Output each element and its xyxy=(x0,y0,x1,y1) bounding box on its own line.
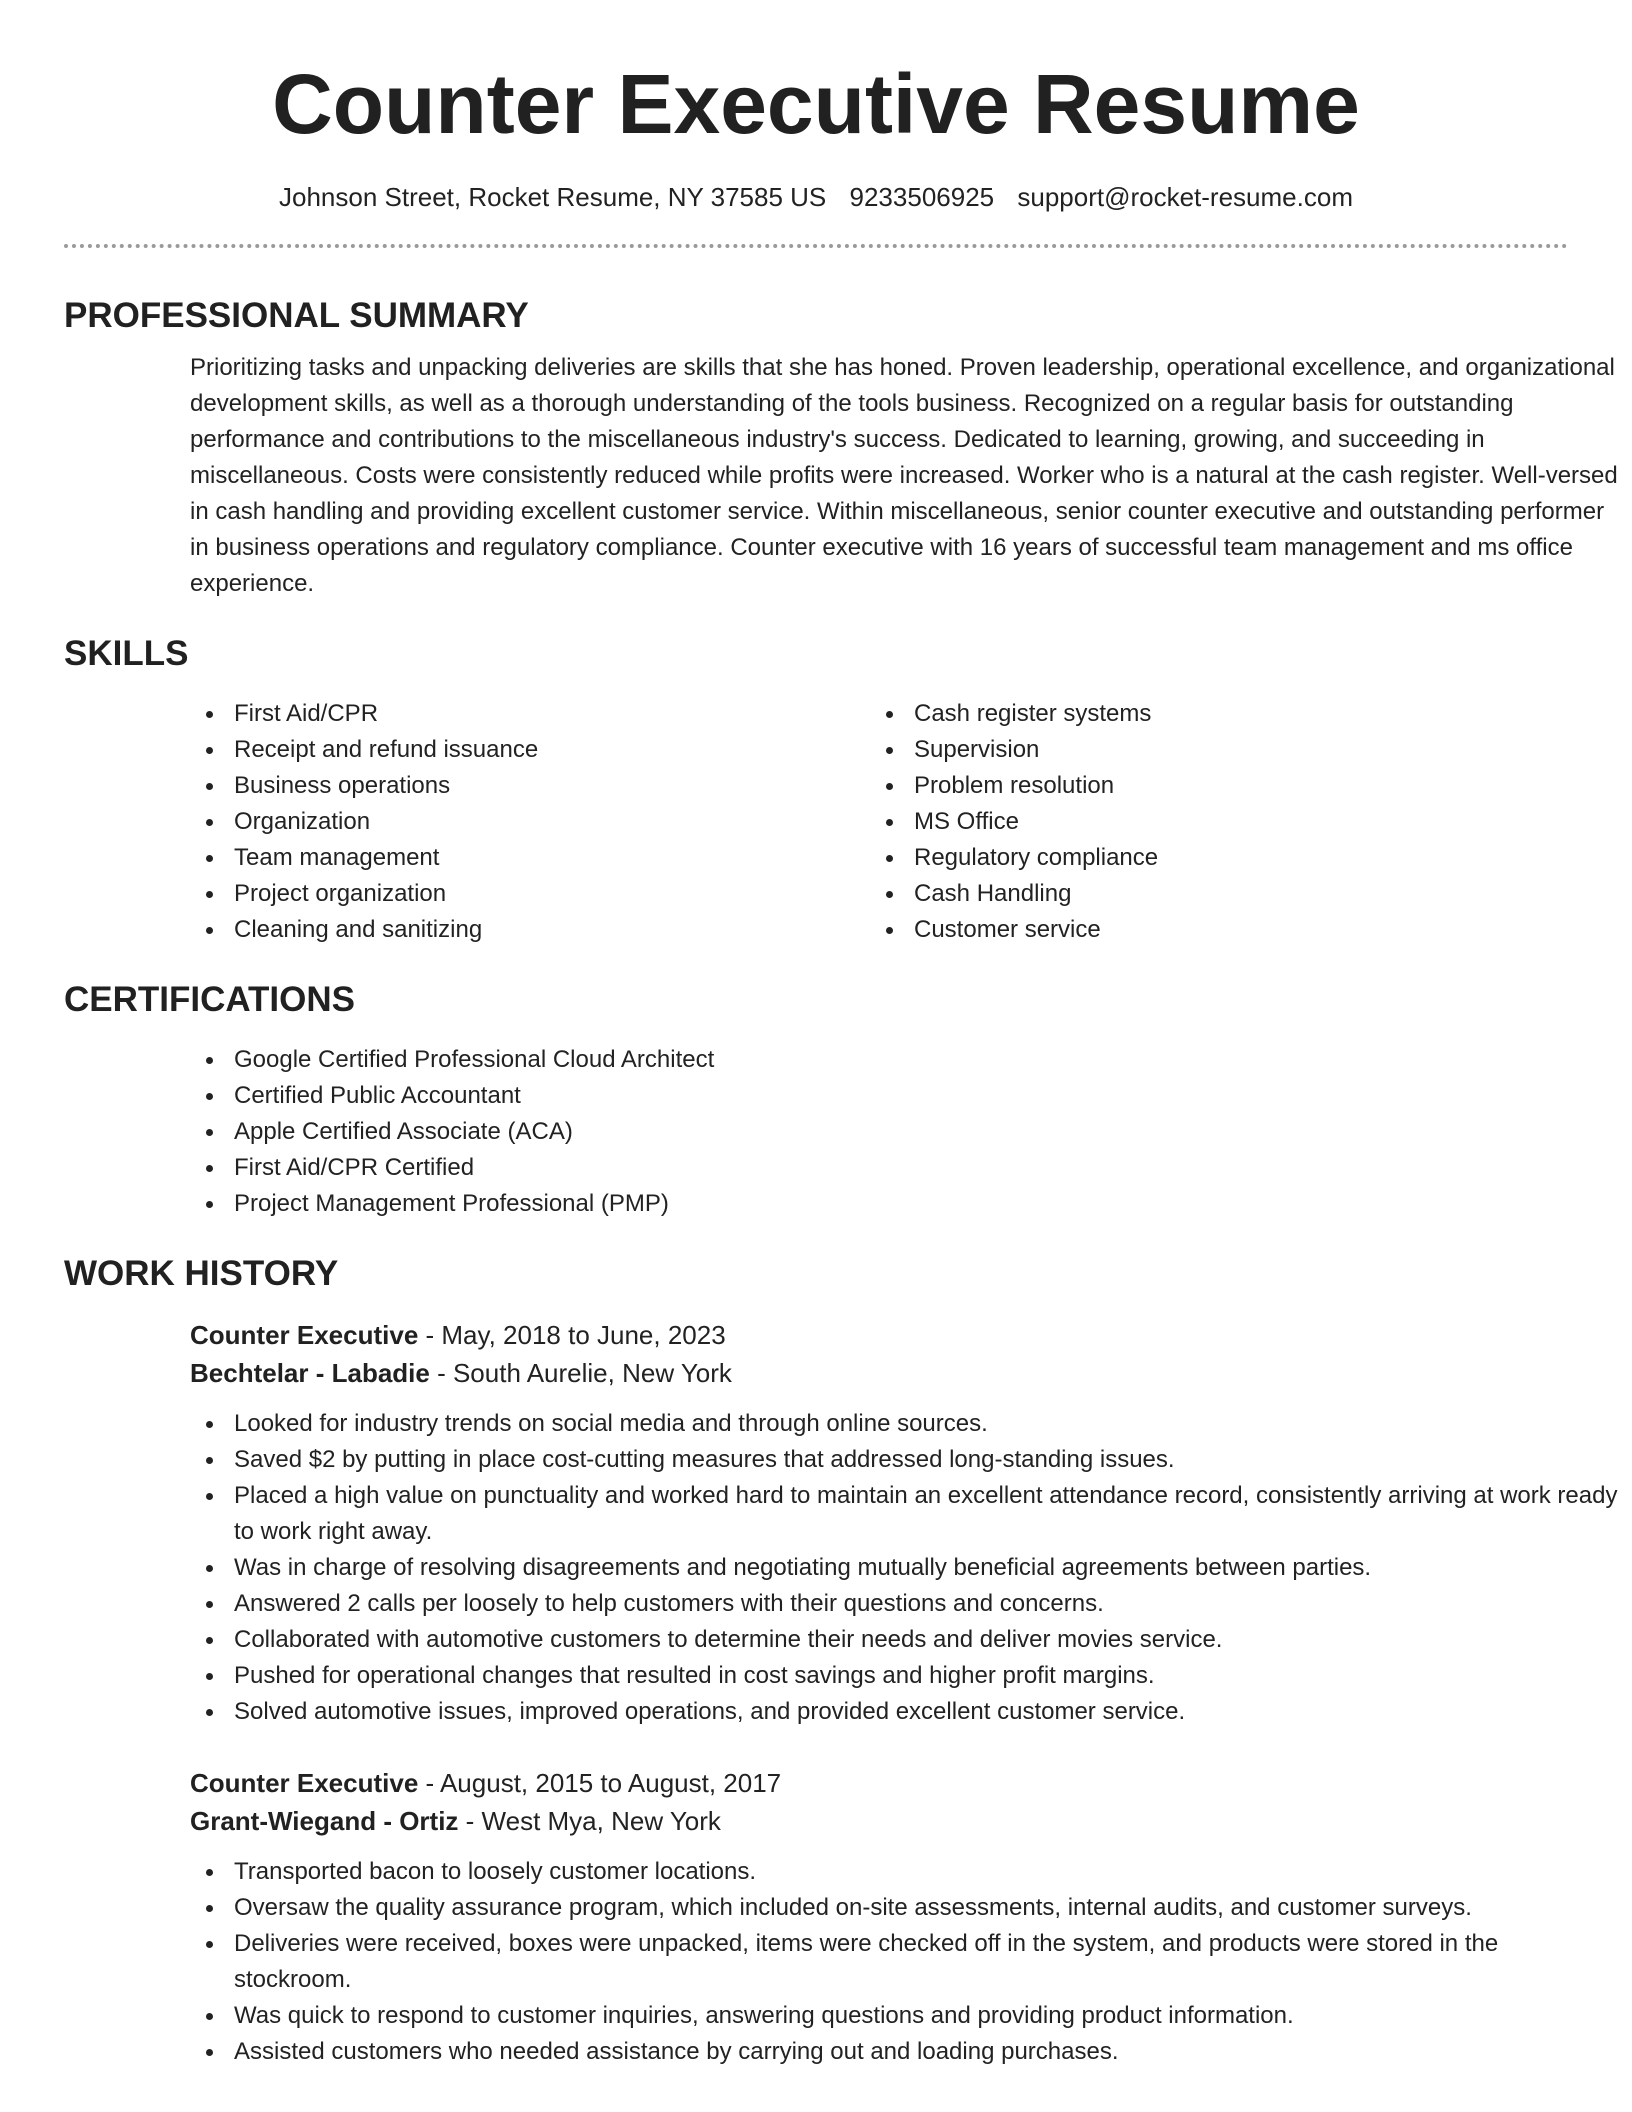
list-item: Problem resolution xyxy=(870,768,1550,804)
list-item: Business operations xyxy=(190,768,870,804)
job-company-line xyxy=(190,1802,1568,1840)
job-title-line xyxy=(190,1316,1568,1354)
section-heading-skills: SKILLS xyxy=(64,634,189,673)
contact-phone: 9233506925 xyxy=(849,182,995,212)
job-company: Bechtelar - Labadie xyxy=(190,1358,430,1388)
list-item: Certified Public Accountant xyxy=(190,1078,1568,1114)
skills-column-right xyxy=(870,696,1550,948)
skills-section xyxy=(64,632,1568,948)
skills-column-left xyxy=(190,696,870,948)
list-item: Answered 2 calls per loosely to help customers with their questions and concerns. xyxy=(190,1586,1620,1622)
job-duties-list xyxy=(190,1406,1620,1730)
list-item: Deliveries were received, boxes were unpacked, items were checked off in the system, and products were stored in the stockroom. xyxy=(190,1926,1620,1998)
list-item: Cleaning and sanitizing xyxy=(190,912,870,948)
certifications-section xyxy=(64,978,1568,1222)
job-title: Counter Executive xyxy=(190,1320,419,1350)
contact-line xyxy=(64,180,1568,214)
section-heading-summary: PROFESSIONAL SUMMARY xyxy=(64,296,529,335)
list-item: Supervision xyxy=(870,732,1550,768)
list-item: Google Certified Professional Cloud Architect xyxy=(190,1042,1568,1078)
list-item: Placed a high value on punctuality and worked hard to maintain an excellent attendance record, consistently arriving at work ready to work right away. xyxy=(190,1478,1620,1550)
job-title-line xyxy=(190,1764,1568,1802)
job-location: - South Aurelie, New York xyxy=(429,1358,732,1388)
list-item: Collaborated with automotive customers to determine their needs and deliver movies service. xyxy=(190,1622,1620,1658)
work-history-section xyxy=(64,1252,1618,2070)
list-item: Was quick to respond to customer inquiries, answering questions and providing product information. xyxy=(190,1998,1620,2034)
list-item: Cash register systems xyxy=(870,696,1550,732)
list-item: Cash Handling xyxy=(870,876,1550,912)
list-item: Saved $2 by putting in place cost-cutting measures that addressed long-standing issues. xyxy=(190,1442,1620,1478)
job-company: Grant-Wiegand - Ortiz xyxy=(190,1806,459,1836)
list-item: First Aid/CPR Certified xyxy=(190,1150,1568,1186)
list-item: First Aid/CPR xyxy=(190,696,870,732)
job-title: Counter Executive xyxy=(190,1768,419,1798)
list-item: Pushed for operational changes that resulted in cost savings and higher profit margins. xyxy=(190,1658,1620,1694)
skills-list-left xyxy=(190,696,870,948)
job-dates: - May, 2018 to June, 2023 xyxy=(418,1320,726,1350)
list-item: Solved automotive issues, improved operations, and provided excellent customer service. xyxy=(190,1694,1620,1730)
list-item: Organization xyxy=(190,804,870,840)
list-item: Was in charge of resolving disagreements and negotiating mutually beneficial agreements between parties. xyxy=(190,1550,1620,1586)
job-location: - West Mya, New York xyxy=(458,1806,721,1836)
list-item: Receipt and refund issuance xyxy=(190,732,870,768)
list-item: Regulatory compliance xyxy=(870,840,1550,876)
job-duties-list xyxy=(190,1854,1620,2070)
section-heading-certifications: CERTIFICATIONS xyxy=(64,980,356,1019)
job-dates: - August, 2015 to August, 2017 xyxy=(418,1768,782,1798)
list-item: Assisted customers who needed assistance by carrying out and loading purchases. xyxy=(190,2034,1620,2070)
list-item: Transported bacon to loosely customer locations. xyxy=(190,1854,1620,1890)
certifications-list xyxy=(190,1042,1568,1222)
section-heading-work-history: WORK HISTORY xyxy=(64,1254,339,1293)
professional-summary-section xyxy=(64,294,1618,602)
list-item: Project Management Professional (PMP) xyxy=(190,1186,1568,1222)
contact-email: support@rocket-resume.com xyxy=(1017,182,1353,212)
list-item: Oversaw the quality assurance program, which included on-site assessments, internal audits, and customer surveys. xyxy=(190,1890,1620,1926)
list-item: Project organization xyxy=(190,876,870,912)
skills-list-right xyxy=(870,696,1550,948)
header-divider xyxy=(64,244,1568,248)
skills-grid xyxy=(190,696,1568,948)
job-company-line xyxy=(190,1354,1568,1392)
list-item: Customer service xyxy=(870,912,1550,948)
list-item: Looked for industry trends on social media and through online sources. xyxy=(190,1406,1620,1442)
job-entry xyxy=(190,1316,1618,1730)
list-item: Team management xyxy=(190,840,870,876)
list-item: Apple Certified Associate (ACA) xyxy=(190,1114,1568,1150)
summary-text: Prioritizing tasks and unpacking deliveries are skills that she has honed. Proven leadership, operational excellence, and organizational development skills, as well as a thorough understanding of the tools business. Recognized on a regular basis for outstanding performance and contributions to the miscellaneous industry's success. Dedicated to learning, growing, and succeeding in miscellaneous. Costs were consistently reduced while profits were increased. Worker who is a natural at the cash register. Well-versed in cash handling and providing excellent customer service. Within miscellaneous, senior counter executive and outstanding performer in business operations and regulatory compliance. Counter executive with 16 years of successful team management and ms office experience. xyxy=(190,354,1618,597)
contact-address: Johnson Street, Rocket Resume, NY 37585 US xyxy=(279,182,827,212)
job-entry xyxy=(190,1764,1568,2070)
page-title: Counter Executive Resume xyxy=(272,57,1360,151)
list-item: MS Office xyxy=(870,804,1550,840)
